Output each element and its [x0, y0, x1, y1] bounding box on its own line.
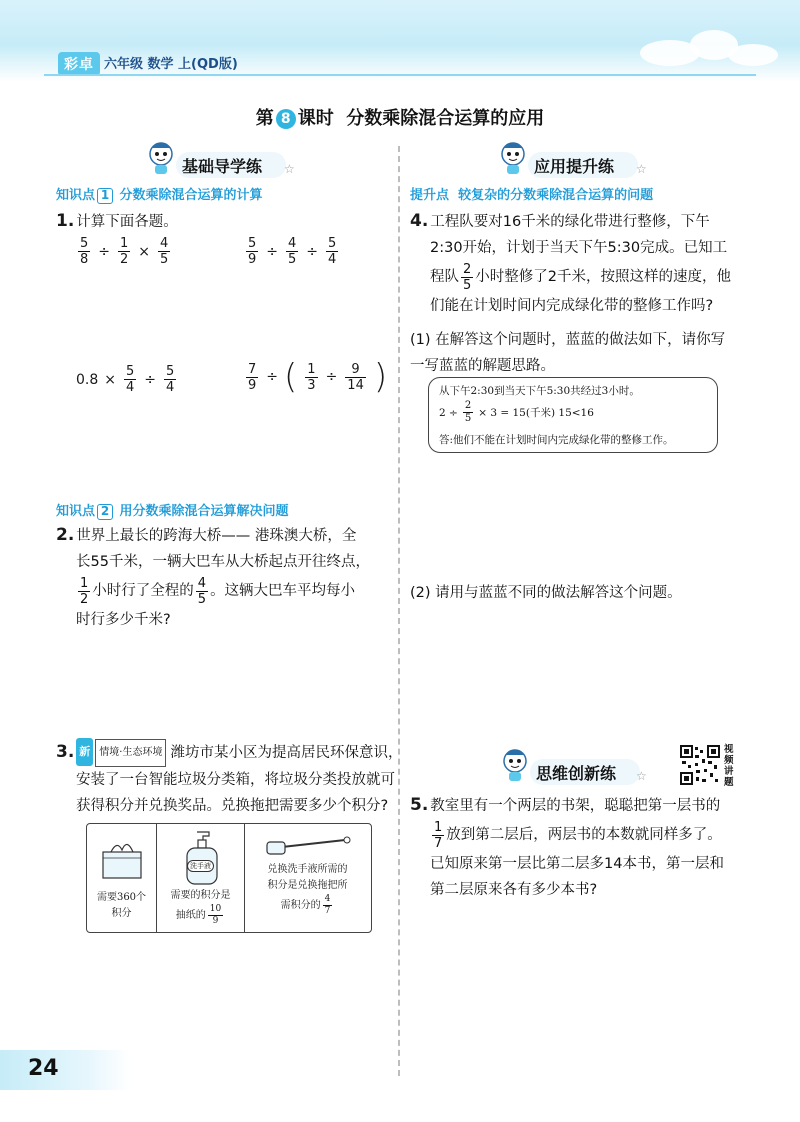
section-header-creative — [500, 755, 660, 785]
operator: ÷ — [144, 371, 157, 388]
star-icon: ☆ — [636, 162, 647, 176]
question-1 — [56, 208, 178, 235]
q3-line3: 获得积分并兑换奖品。兑换拖把需要多少个积分? — [76, 798, 389, 814]
fraction: $\frac{5}{4}$ — [166, 364, 175, 395]
fraction: $\frac{1}{2}$ — [120, 236, 129, 267]
q3-line2: 安装了一台智能垃圾分类箱，将垃圾分类投放就可 — [76, 772, 395, 788]
q2-line4: 时行多少千米? — [76, 612, 171, 628]
fraction: $\frac{4}{7}$ — [324, 894, 331, 916]
star-icon: ☆ — [636, 769, 647, 783]
section-title-creative: 思维创新练 — [536, 764, 617, 783]
q5-line2-post: 放到第二层后，两层书的本数就同样多了。 — [446, 827, 722, 843]
q2-line3-post: 。这辆大巴车平均每小 — [210, 583, 356, 599]
q2-line1: 世界上最长的跨海大桥—— 港珠澳大桥，全 — [76, 528, 357, 544]
page-number: 24 — [28, 1056, 59, 1081]
fraction: $\frac{5}{4}$ — [126, 364, 135, 395]
q5-line3: 已知原来第一层比第二层多14本书，第一层和 — [430, 856, 724, 872]
hand-soap-icon — [181, 830, 221, 886]
expression-3 — [76, 364, 178, 395]
improvement-text: 较复杂的分数乘除混合运算的问题 — [458, 188, 654, 203]
fraction: $\frac{10}{9}$ — [209, 904, 222, 926]
cell1-caption-line1: 需要360个 — [96, 892, 147, 903]
fraction: $\frac{4}{5}$ — [288, 236, 297, 267]
handwash-cell — [157, 824, 245, 932]
solution-box — [428, 377, 718, 453]
mascot-icon — [498, 140, 528, 176]
q5-number: 5. — [410, 795, 429, 815]
kp2-text: 用分数乘除混合运算解决问题 — [119, 504, 289, 519]
question-3 — [56, 738, 403, 819]
operator: ÷ — [266, 243, 279, 260]
right-paren: ) — [373, 357, 388, 397]
operator: × — [138, 243, 151, 260]
q4-line3-post: 小时整修了2千米，按照这样的速度，他 — [475, 269, 732, 285]
question-2 — [56, 522, 386, 633]
q2-line2: 长55千米，一辆大巴车从大桥起点开往终点， — [76, 554, 370, 570]
kp1-label: 知识点 — [56, 188, 96, 203]
tissue-cell — [87, 824, 157, 932]
cell2-caption-line2 — [157, 904, 244, 927]
fraction: $\frac{1}{7}$ — [434, 819, 443, 851]
lesson-prefix: 第 — [255, 108, 274, 129]
solution-line2-pre: 2 ÷ — [439, 406, 458, 419]
fraction: $\frac{2}{5}$ — [464, 400, 472, 424]
new-badge: 新 — [76, 738, 93, 766]
column-divider — [398, 146, 400, 1076]
kp1-number: 1 — [97, 188, 113, 204]
q5-line1: 教室里有一个两层的书架，聪聪把第一层书的 — [430, 798, 721, 814]
fraction: $\frac{9}{14}$ — [347, 361, 364, 393]
expression-2 — [244, 236, 340, 267]
cell3-caption-line1: 兑换洗手液所需的 — [267, 864, 348, 875]
q3-line1: 潍坊市某小区为提高居民环保意识， — [170, 745, 403, 761]
knowledge-point-2 — [56, 500, 289, 520]
star-icon: ☆ — [284, 162, 295, 176]
cell1-caption-line2: 积分 — [111, 908, 132, 919]
cell3-caption-line2: 积分是兑换拖把所 — [267, 880, 348, 891]
mop-icon — [265, 830, 355, 860]
operator: ÷ — [266, 369, 279, 385]
section-header-basic — [146, 148, 296, 178]
q4-part2: (2) 请用与蓝蓝不同的做法解答这个问题。 — [410, 585, 682, 601]
qr-code-icon[interactable] — [680, 745, 720, 785]
knowledge-point-1 — [56, 184, 263, 204]
fraction: $\frac{4}{5}$ — [160, 236, 169, 267]
q4-line1: 工程队要对16千米的绿化带进行整修，下午 — [430, 214, 710, 230]
expression-4 — [244, 357, 388, 397]
header-divider — [44, 74, 756, 76]
page-number-band — [0, 1050, 130, 1090]
q4-part1-line2: 一写蓝蓝的解题思路。 — [410, 358, 555, 374]
question-5 — [410, 792, 750, 903]
operator: ÷ — [306, 243, 319, 260]
q2-number: 2. — [56, 525, 75, 545]
cloud-decoration — [728, 44, 778, 66]
cell3-caption-text: 需积分的 — [280, 900, 321, 911]
mop-cell — [245, 824, 370, 932]
q4-line3-pre: 程队 — [430, 269, 459, 285]
kp1-text: 分数乘除混合运算的计算 — [119, 188, 263, 203]
operator: ÷ — [98, 243, 111, 260]
kp2-number: 2 — [97, 504, 113, 520]
q4-number: 4. — [410, 211, 429, 231]
mascot-icon — [500, 747, 530, 783]
mascot-icon — [146, 140, 176, 176]
header-label: 六年级 数学 上(QD版) — [104, 57, 238, 72]
solution-line1: 从下午2:30到当天下午5:30共经过3小时。 — [439, 385, 640, 397]
q1-text: 计算下面各题。 — [76, 214, 178, 230]
q4-part1-line1: (1) 在解答这个问题时，蓝蓝的做法如下，请你写 — [410, 332, 726, 348]
q1-number: 1. — [56, 211, 75, 231]
operator: ÷ — [325, 369, 338, 385]
lesson-number: 8 — [276, 109, 296, 129]
q5-line4: 第二层原来各有多少本书? — [430, 882, 598, 898]
decimal-number: 0.8 — [76, 371, 99, 388]
tissue-box-icon — [99, 838, 145, 882]
fraction: $\frac{2}{5}$ — [463, 261, 472, 293]
section-title-basic: 基础导学练 — [182, 157, 263, 176]
section-header-applied — [498, 148, 658, 178]
cell2-caption-text: 抽纸的 — [175, 910, 206, 921]
context-tag: 情境·生态环境 — [95, 739, 166, 767]
lesson-title — [0, 104, 800, 130]
reward-items-table — [86, 823, 372, 933]
fraction: $\frac{5}{8}$ — [80, 236, 89, 267]
solution-line2-post: × 3 = 15(千米) 15<16 — [478, 407, 594, 419]
question-4 — [410, 208, 750, 379]
brand-logo: 彩卓 — [58, 52, 100, 76]
q4-line2: 2:30开始，计划于当天下午5:30完成。已知工 — [430, 240, 728, 256]
improvement-label: 提升点 — [410, 188, 450, 203]
fraction: $\frac{5}{9}$ — [248, 236, 257, 267]
lesson-title-text: 分数乘除混合运算的应用 — [346, 108, 545, 129]
fraction: $\frac{4}{5}$ — [197, 575, 207, 607]
improvement-point — [410, 184, 653, 203]
left-paren: ( — [284, 357, 298, 397]
lesson-suffix: 课时 — [297, 108, 334, 129]
cell2-caption-line1: 需要的积分是 — [170, 890, 231, 901]
q2-line3-pre: 小时行了全程的 — [92, 583, 194, 599]
operator: × — [104, 371, 116, 388]
solution-line3: 答:他们不能在计划时间内完成绿化带的整修工作。 — [439, 434, 674, 446]
q4-line4: 们能在计划时间内完成绿化带的整修工作吗? — [430, 298, 714, 314]
q5-line2 — [410, 819, 750, 851]
fraction: $\frac{1}{2}$ — [80, 575, 89, 607]
section-title-applied: 应用提升练 — [534, 157, 615, 176]
qr-label: 视频讲题 — [724, 744, 734, 788]
q3-number: 3. — [56, 742, 75, 762]
solution-line2 — [439, 400, 594, 425]
kp2-label: 知识点 — [56, 504, 96, 519]
cell3-caption-line3 — [245, 894, 370, 917]
q4-line3 — [410, 261, 750, 293]
fraction: $\frac{7}{9}$ — [248, 361, 257, 393]
q2-line3 — [56, 575, 386, 607]
expression-1 — [76, 236, 172, 267]
fraction: $\frac{5}{4}$ — [328, 236, 337, 267]
fraction: $\frac{1}{3}$ — [307, 361, 316, 393]
soap-label: 洗手液 — [187, 860, 214, 872]
